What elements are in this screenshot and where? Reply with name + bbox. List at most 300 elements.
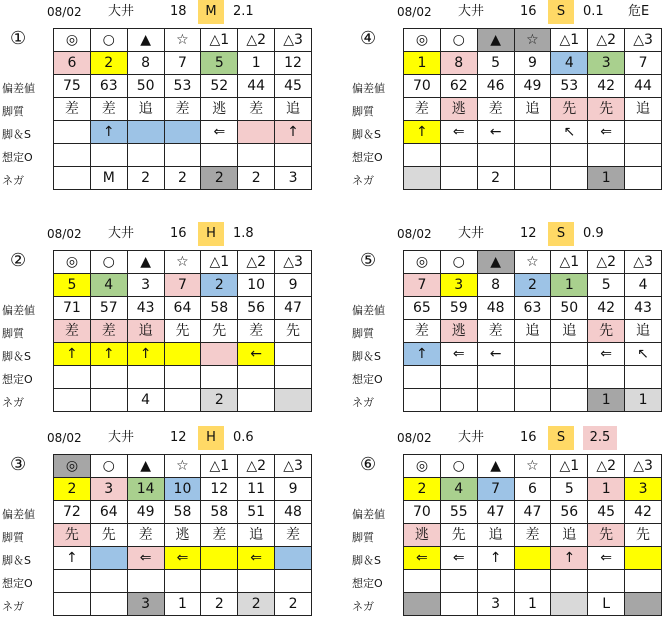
nega-row-cell — [440, 167, 477, 190]
nega-row-cell: 1 — [625, 389, 662, 412]
row-label: 想定O — [2, 151, 33, 164]
leg-s-row-cell: ↑ — [127, 343, 164, 366]
nega-row-cell — [90, 389, 127, 412]
leg-s-row-cell — [90, 547, 127, 570]
expected-o-row-cell — [54, 144, 91, 167]
race-venue: 大井 — [108, 226, 135, 241]
race-date: 08/02 — [47, 5, 82, 19]
deviation-row — [404, 501, 662, 524]
prediction-grid — [53, 250, 312, 412]
mark-row-cell: ☆ — [514, 29, 551, 52]
style-row-cell: 追 — [625, 98, 662, 121]
mark-row-cell: △1 — [551, 251, 588, 274]
race-date: 08/02 — [47, 431, 82, 445]
race-number: 12 — [520, 226, 537, 241]
nega-row-cell: 2 — [238, 593, 275, 616]
expected-o-row-cell — [551, 144, 588, 167]
race-odds: 0.9 — [583, 226, 604, 241]
horse-row-cell: 7 — [625, 52, 662, 75]
horse-row-cell: 4 — [440, 478, 477, 501]
deviation-row-cell: 56 — [238, 297, 275, 320]
panel-header — [0, 222, 312, 246]
expected-o-row-cell — [514, 570, 551, 593]
deviation-row-cell: 71 — [54, 297, 91, 320]
race-date: 08/02 — [47, 227, 82, 241]
horse-row-cell: 5 — [477, 52, 514, 75]
mark-row-cell: △3 — [275, 29, 312, 52]
style-row — [404, 98, 662, 121]
nega-row-cell — [440, 389, 477, 412]
horse-row-cell: 14 — [127, 478, 164, 501]
horse-row-cell: 1 — [588, 478, 625, 501]
panel-header — [350, 0, 662, 24]
race-odds: 0.6 — [233, 430, 254, 445]
expected-o-row-cell — [201, 366, 238, 389]
horse-row — [404, 274, 662, 297]
horse-row-cell: 8 — [440, 52, 477, 75]
mark-row-cell: ◎ — [54, 455, 91, 478]
expected-o-row — [54, 144, 312, 167]
horse-row-cell: 5 — [201, 52, 238, 75]
mark-row-cell: ☆ — [514, 455, 551, 478]
style-row-cell: 追 — [238, 524, 275, 547]
mark-row-cell: △3 — [275, 455, 312, 478]
nega-row-cell: 2 — [238, 167, 275, 190]
expected-o-row-cell — [201, 570, 238, 593]
expected-o-row-cell — [90, 366, 127, 389]
mark-row-cell: △1 — [201, 455, 238, 478]
deviation-row — [54, 297, 312, 320]
horse-row-cell: 2 — [404, 478, 441, 501]
horse-row-cell: 5 — [54, 274, 91, 297]
row-label: 想定O — [352, 151, 383, 164]
panel-number: ③ — [10, 454, 27, 475]
nega-row-cell: 3 — [127, 593, 164, 616]
race-number: 16 — [170, 226, 187, 241]
expected-o-row-cell — [127, 366, 164, 389]
leg-s-row-cell — [164, 121, 201, 144]
race-date: 08/02 — [397, 5, 432, 19]
expected-o-row-cell — [275, 570, 312, 593]
nega-row-cell — [275, 389, 312, 412]
leg-s-row-cell — [514, 343, 551, 366]
nega-row-cell — [551, 389, 588, 412]
deviation-row-cell: 42 — [588, 75, 625, 98]
horse-row-cell: 5 — [551, 478, 588, 501]
leg-s-row-cell — [625, 547, 662, 570]
deviation-row-cell: 45 — [588, 501, 625, 524]
horse-row-cell: 7 — [404, 274, 441, 297]
race-panel-2 — [350, 0, 662, 200]
race-odds: 2.1 — [233, 4, 254, 19]
nega-row-cell: 1 — [514, 593, 551, 616]
prediction-grid — [403, 454, 662, 616]
panel-header — [0, 426, 312, 450]
style-row — [404, 524, 662, 547]
nega-row-cell — [440, 593, 477, 616]
horse-row-cell: 3 — [90, 478, 127, 501]
nega-row — [54, 389, 312, 412]
leg-s-row-cell — [625, 121, 662, 144]
mark-row-cell: ○ — [90, 251, 127, 274]
leg-s-row-cell: ⇐ — [588, 547, 625, 570]
nega-row-cell: 4 — [127, 389, 164, 412]
expected-o-row-cell — [625, 366, 662, 389]
nega-row-cell: 2 — [275, 593, 312, 616]
race-panel-3 — [0, 222, 312, 422]
expected-o-row-cell — [440, 570, 477, 593]
leg-s-row-cell — [514, 121, 551, 144]
deviation-row-cell: 53 — [551, 75, 588, 98]
expected-o-row-cell — [164, 366, 201, 389]
mark-row-cell: ▲ — [127, 455, 164, 478]
nega-row-cell: 3 — [275, 167, 312, 190]
style-row-cell: 差 — [90, 320, 127, 343]
deviation-row-cell: 43 — [127, 297, 164, 320]
expected-o-row — [404, 366, 662, 389]
nega-row-cell: 2 — [201, 389, 238, 412]
leg-s-row-cell: ⇐ — [201, 121, 238, 144]
race-venue: 大井 — [108, 4, 135, 19]
mark-row-cell: △1 — [551, 29, 588, 52]
leg-s-row — [54, 547, 312, 570]
style-row-cell: 追 — [551, 320, 588, 343]
row-label: 脚＆S — [2, 128, 31, 141]
prediction-grid — [403, 28, 662, 190]
style-row-cell: 先 — [164, 320, 201, 343]
horse-row-cell: 2 — [54, 478, 91, 501]
horse-row-cell: 4 — [90, 274, 127, 297]
race-odds: 0.1 — [583, 4, 604, 19]
deviation-row-cell: 56 — [551, 501, 588, 524]
leg-s-row-cell: ⇐ — [440, 343, 477, 366]
deviation-row-cell: 46 — [477, 75, 514, 98]
mark-row — [404, 29, 662, 52]
style-row-cell: 差 — [127, 524, 164, 547]
mark-row-cell: ○ — [440, 455, 477, 478]
nega-row-cell — [54, 389, 91, 412]
nega-row-cell — [477, 389, 514, 412]
row-label: 想定O — [352, 577, 383, 590]
race-panel-4 — [350, 222, 662, 422]
nega-row-cell — [514, 389, 551, 412]
expected-o-row-cell — [588, 366, 625, 389]
expected-o-row-cell — [404, 144, 441, 167]
deviation-row — [404, 297, 662, 320]
style-row-cell: 先 — [201, 320, 238, 343]
leg-s-row-cell: ↑ — [404, 121, 441, 144]
panel-number: ⑥ — [360, 454, 377, 475]
race-date: 08/02 — [397, 431, 432, 445]
nega-row-cell — [404, 389, 441, 412]
leg-s-row-cell — [514, 547, 551, 570]
row-label: 脚質 — [352, 531, 374, 544]
horse-row-cell: 6 — [514, 478, 551, 501]
race-grade: H — [198, 222, 224, 246]
style-row-cell: 先 — [588, 524, 625, 547]
deviation-row-cell: 64 — [90, 501, 127, 524]
deviation-row-cell: 47 — [477, 501, 514, 524]
row-label: 脚＆S — [352, 554, 381, 567]
expected-o-row-cell — [404, 366, 441, 389]
nega-row-cell — [404, 593, 441, 616]
style-row-cell: 追 — [477, 524, 514, 547]
style-row-cell: 追 — [275, 98, 312, 121]
leg-s-row-cell: ⇐ — [440, 121, 477, 144]
expected-o-row-cell — [164, 144, 201, 167]
horse-row-cell: 7 — [477, 478, 514, 501]
leg-s-row-cell — [127, 121, 164, 144]
mark-row-cell: △2 — [588, 29, 625, 52]
race-number: 12 — [170, 430, 187, 445]
style-row — [54, 320, 312, 343]
row-label: ネガ — [352, 396, 374, 409]
leg-s-row-cell: ↑ — [551, 547, 588, 570]
mark-row-cell: ○ — [90, 455, 127, 478]
leg-s-row-cell — [201, 547, 238, 570]
race-grade: S — [548, 426, 574, 450]
expected-o-row — [54, 366, 312, 389]
row-label: 脚質 — [2, 531, 24, 544]
horse-row-cell: 9 — [275, 274, 312, 297]
deviation-row-cell: 70 — [404, 75, 441, 98]
nega-row-cell — [404, 167, 441, 190]
row-label: 偏差値 — [352, 304, 385, 317]
nega-row-cell — [54, 593, 91, 616]
horse-row-cell: 12 — [201, 478, 238, 501]
nega-row — [54, 593, 312, 616]
danger-label: 危E — [628, 4, 650, 19]
style-row-cell: 追 — [551, 524, 588, 547]
style-row — [54, 98, 312, 121]
panel-header — [350, 426, 662, 450]
expected-o-row-cell — [90, 570, 127, 593]
race-venue: 大井 — [108, 430, 135, 445]
deviation-row-cell: 48 — [275, 501, 312, 524]
mark-row-cell: ▲ — [127, 29, 164, 52]
mark-row-cell: △3 — [625, 251, 662, 274]
deviation-row-cell: 63 — [90, 75, 127, 98]
mark-row-cell: ◎ — [54, 251, 91, 274]
leg-s-row-cell: ↑ — [477, 547, 514, 570]
horse-row-cell: 10 — [238, 274, 275, 297]
mark-row-cell: △2 — [238, 251, 275, 274]
expected-o-row-cell — [201, 144, 238, 167]
race-number: 18 — [170, 4, 187, 19]
nega-row-cell: 2 — [201, 593, 238, 616]
nega-row-cell — [551, 167, 588, 190]
horse-row-cell: 2 — [201, 274, 238, 297]
expected-o-row-cell — [588, 144, 625, 167]
leg-s-row-cell — [275, 343, 312, 366]
expected-o-row-cell — [275, 366, 312, 389]
mark-row-cell: ◎ — [54, 29, 91, 52]
deviation-row — [54, 501, 312, 524]
row-label: ネガ — [2, 600, 24, 613]
deviation-row-cell: 50 — [127, 75, 164, 98]
race-grade: H — [198, 426, 224, 450]
expected-o-row — [404, 570, 662, 593]
deviation-row-cell: 63 — [514, 297, 551, 320]
expected-o-row-cell — [551, 570, 588, 593]
row-label: 脚質 — [2, 327, 24, 340]
expected-o-row-cell — [588, 570, 625, 593]
race-venue: 大井 — [458, 4, 485, 19]
horse-row-cell: 9 — [514, 52, 551, 75]
style-row-cell: 差 — [477, 320, 514, 343]
nega-row-cell: 1 — [588, 167, 625, 190]
style-row-cell: 差 — [404, 320, 441, 343]
row-label: 偏差値 — [352, 82, 385, 95]
style-row-cell: 先 — [588, 320, 625, 343]
panel-header — [0, 0, 312, 24]
leg-s-row-cell: ↖ — [551, 121, 588, 144]
mark-row-cell: △2 — [238, 29, 275, 52]
race-panel-6 — [350, 426, 662, 626]
prediction-grid — [53, 454, 312, 616]
horse-row-cell: 2 — [514, 274, 551, 297]
row-label: 脚＆S — [352, 350, 381, 363]
row-label: 偏差値 — [352, 508, 385, 521]
horse-row — [54, 478, 312, 501]
row-label: 脚＆S — [2, 350, 31, 363]
deviation-row-cell: 58 — [164, 501, 201, 524]
row-label: 脚質 — [352, 105, 374, 118]
leg-s-row-cell — [201, 343, 238, 366]
deviation-row-cell: 75 — [54, 75, 91, 98]
expected-o-row-cell — [238, 570, 275, 593]
horse-row-cell: 1 — [404, 52, 441, 75]
style-row-cell: 追 — [127, 98, 164, 121]
mark-row-cell: ◎ — [404, 455, 441, 478]
style-row-cell: 差 — [238, 320, 275, 343]
horse-row-cell: 3 — [588, 52, 625, 75]
horse-row-cell: 12 — [275, 52, 312, 75]
race-odds: 2.5 — [583, 426, 617, 450]
leg-s-row-cell: ⇐ — [588, 121, 625, 144]
horse-row-cell: 8 — [127, 52, 164, 75]
expected-o-row-cell — [551, 366, 588, 389]
style-row-cell: 追 — [127, 320, 164, 343]
row-label: 脚＆S — [352, 128, 381, 141]
row-label: 想定O — [352, 373, 383, 386]
expected-o-row-cell — [514, 366, 551, 389]
style-row-cell: 追 — [625, 320, 662, 343]
expected-o-row-cell — [90, 144, 127, 167]
deviation-row-cell: 43 — [625, 297, 662, 320]
deviation-row-cell: 58 — [201, 297, 238, 320]
style-row-cell: 差 — [238, 98, 275, 121]
race-grade: S — [548, 0, 574, 24]
horse-row-cell: 7 — [164, 52, 201, 75]
deviation-row-cell: 47 — [275, 297, 312, 320]
deviation-row-cell: 70 — [404, 501, 441, 524]
row-label: 偏差値 — [2, 304, 35, 317]
mark-row-cell: ○ — [440, 251, 477, 274]
leg-s-row-cell — [551, 343, 588, 366]
leg-s-row-cell — [164, 343, 201, 366]
deviation-row — [54, 75, 312, 98]
style-row-cell: 逃 — [440, 98, 477, 121]
leg-s-row-cell: ⇐ — [238, 547, 275, 570]
expected-o-row-cell — [275, 144, 312, 167]
style-row-cell: 差 — [164, 98, 201, 121]
horse-row-cell: 4 — [551, 52, 588, 75]
deviation-row-cell: 57 — [90, 297, 127, 320]
style-row-cell: 先 — [440, 524, 477, 547]
expected-o-row-cell — [477, 366, 514, 389]
deviation-row-cell: 59 — [440, 297, 477, 320]
row-label: ネガ — [352, 174, 374, 187]
panel-number: ④ — [360, 28, 377, 49]
style-row-cell: 先 — [54, 524, 91, 547]
expected-o-row-cell — [477, 144, 514, 167]
horse-row — [54, 52, 312, 75]
style-row-cell: 先 — [275, 320, 312, 343]
style-row-cell: 差 — [514, 524, 551, 547]
race-date: 08/02 — [397, 227, 432, 241]
horse-row-cell: 3 — [625, 478, 662, 501]
expected-o-row-cell — [404, 570, 441, 593]
prediction-grid — [53, 28, 312, 190]
leg-s-row-cell: ↑ — [90, 121, 127, 144]
mark-row-cell: ○ — [90, 29, 127, 52]
row-label: ネガ — [352, 600, 374, 613]
row-label: 偏差値 — [2, 82, 35, 95]
mark-row-cell: △2 — [588, 251, 625, 274]
nega-row-cell — [551, 593, 588, 616]
leg-s-row-cell: ↑ — [275, 121, 312, 144]
race-grade: M — [198, 0, 224, 24]
nega-row — [54, 167, 312, 190]
expected-o-row-cell — [514, 144, 551, 167]
nega-row-cell: 3 — [477, 593, 514, 616]
leg-s-row-cell: ↑ — [54, 547, 91, 570]
style-row-cell: 差 — [90, 98, 127, 121]
leg-s-row-cell — [275, 547, 312, 570]
horse-row-cell: 5 — [588, 274, 625, 297]
nega-row-cell — [54, 167, 91, 190]
race-grade: S — [548, 222, 574, 246]
horse-row — [404, 52, 662, 75]
nega-row — [404, 167, 662, 190]
horse-row — [404, 478, 662, 501]
row-label: 想定O — [2, 577, 33, 590]
mark-row-cell: ▲ — [477, 455, 514, 478]
mark-row-cell: △1 — [201, 29, 238, 52]
panel-number: ② — [10, 250, 27, 271]
race-odds: 1.8 — [233, 226, 254, 241]
race-panel-1 — [0, 0, 312, 200]
mark-row-cell: ☆ — [514, 251, 551, 274]
horse-row-cell: 2 — [90, 52, 127, 75]
mark-row-cell: △3 — [275, 251, 312, 274]
race-venue: 大井 — [458, 226, 485, 241]
deviation-row-cell: 65 — [404, 297, 441, 320]
mark-row-cell: ○ — [440, 29, 477, 52]
deviation-row-cell: 64 — [164, 297, 201, 320]
style-row-cell: 差 — [54, 320, 91, 343]
leg-s-row — [54, 343, 312, 366]
style-row-cell: 逃 — [404, 524, 441, 547]
deviation-row-cell: 49 — [514, 75, 551, 98]
leg-s-row — [54, 121, 312, 144]
mark-row — [54, 251, 312, 274]
deviation-row — [404, 75, 662, 98]
row-label: 想定O — [2, 373, 33, 386]
nega-row-cell — [625, 593, 662, 616]
leg-s-row-cell: ⇐ — [164, 547, 201, 570]
